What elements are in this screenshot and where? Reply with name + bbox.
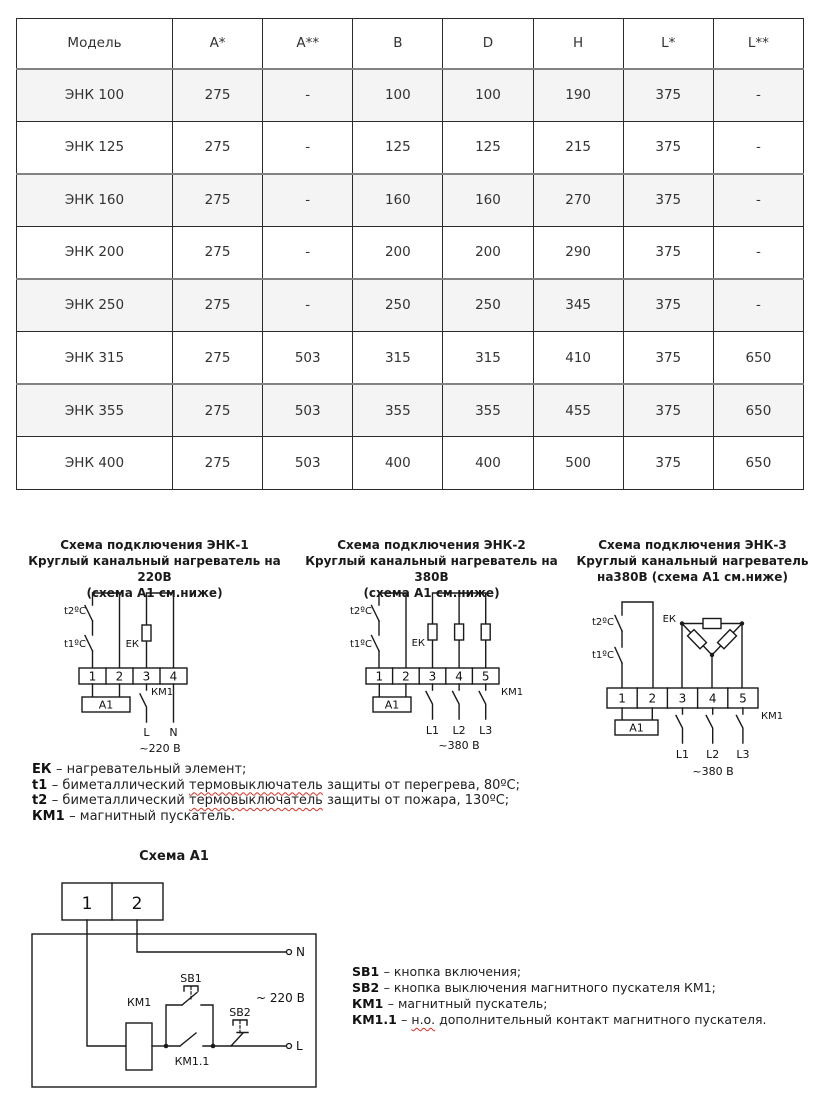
value-cell: 375 bbox=[623, 437, 713, 490]
terminal-block bbox=[366, 668, 499, 684]
value-cell: 455 bbox=[533, 384, 623, 437]
legend-term: ЕК bbox=[32, 762, 57, 777]
legend-term: t1 bbox=[32, 777, 52, 793]
heater-resistor-left bbox=[688, 630, 707, 649]
legend-text: защиты от пожара, 130ºС; bbox=[322, 793, 510, 808]
phase-l1-label: L1 bbox=[675, 748, 690, 761]
legend-text: термовыключатель bbox=[189, 777, 323, 793]
terminal-2: 2 bbox=[115, 669, 124, 684]
terminal-5: 5 bbox=[481, 669, 490, 684]
column-header: Модель bbox=[17, 19, 173, 69]
terminal-4: 4 bbox=[708, 691, 717, 706]
model-cell: ЭНК 355 bbox=[17, 384, 173, 437]
voltage-label: ~380 В bbox=[438, 739, 480, 752]
value-cell: 160 bbox=[353, 174, 443, 227]
t2-label: t2ºC bbox=[592, 617, 614, 628]
legend-text: – магнитный пускатель; bbox=[387, 996, 548, 1011]
column-header: H bbox=[533, 19, 623, 69]
legend-entry bbox=[32, 778, 520, 794]
diagram3-title-line3: на380В (схема А1 см.ниже) bbox=[597, 570, 788, 584]
value-cell: 503 bbox=[263, 437, 353, 490]
sb2-label: SB2 bbox=[229, 1006, 251, 1019]
value-cell: 503 bbox=[263, 331, 353, 384]
value-cell: - bbox=[713, 226, 803, 279]
value-cell: 275 bbox=[173, 226, 263, 279]
legend-entry bbox=[352, 980, 766, 996]
a1-label: А1 bbox=[98, 698, 114, 712]
value-cell: 125 bbox=[353, 121, 443, 174]
value-cell: - bbox=[713, 174, 803, 227]
value-cell: 160 bbox=[443, 174, 533, 227]
neutral-n-label: N bbox=[296, 945, 305, 959]
diagram2-title-line2: Круглый канальный нагреватель на 380В bbox=[305, 554, 558, 584]
value-cell: 410 bbox=[533, 331, 623, 384]
value-cell: 200 bbox=[353, 226, 443, 279]
legend-term: КМ1 bbox=[352, 996, 388, 1011]
km1-contact-label: КМ1 bbox=[761, 711, 784, 722]
value-cell: - bbox=[713, 279, 803, 332]
heater-resistor bbox=[142, 625, 151, 641]
value-cell: - bbox=[263, 69, 353, 122]
terminal-1: 1 bbox=[618, 691, 626, 706]
value-cell: 275 bbox=[173, 121, 263, 174]
value-cell: 500 bbox=[533, 437, 623, 490]
legend-text: – биметаллический bbox=[51, 793, 190, 808]
column-header: L* bbox=[623, 19, 713, 69]
value-cell: 503 bbox=[263, 384, 353, 437]
terminal-2: 2 bbox=[402, 669, 410, 684]
table-row bbox=[17, 437, 804, 490]
terminal-5: 5 bbox=[739, 691, 747, 706]
legend-term: SB1 bbox=[352, 964, 384, 979]
terminal-1: 1 bbox=[81, 894, 93, 914]
value-cell: 375 bbox=[623, 384, 713, 437]
diagram1-title-line3: (схема А1 см.ниже) bbox=[86, 586, 223, 600]
value-cell: 315 bbox=[443, 331, 533, 384]
legend-heaters bbox=[32, 762, 520, 824]
table-row bbox=[17, 69, 804, 122]
legend-text: защиты от перегрева, 80ºС; bbox=[322, 777, 521, 793]
terminal-4: 4 bbox=[169, 669, 178, 684]
sb2-button bbox=[213, 1006, 303, 1053]
legend-entry bbox=[352, 996, 766, 1012]
value-cell: 190 bbox=[533, 69, 623, 122]
voltage-label: ~ 220 В bbox=[256, 991, 305, 1005]
value-cell: 275 bbox=[173, 69, 263, 122]
dimensions-table bbox=[16, 18, 804, 490]
value-cell: 375 bbox=[623, 69, 713, 122]
terminal-3: 3 bbox=[678, 691, 687, 706]
km1-contact-label: КМ1 bbox=[151, 687, 174, 698]
column-header: A** bbox=[263, 19, 353, 69]
terminal-1: 1 bbox=[375, 669, 384, 684]
t2-label: t2ºC bbox=[64, 606, 86, 617]
heater-resistor-right bbox=[718, 630, 737, 649]
value-cell: 355 bbox=[353, 384, 443, 437]
value-cell: 355 bbox=[443, 384, 533, 437]
km11-label: КМ1.1 bbox=[174, 1055, 210, 1068]
contactor-coil bbox=[87, 920, 166, 1070]
column-header: D bbox=[443, 19, 533, 69]
value-cell: 375 bbox=[623, 174, 713, 227]
diagram3-title-line1: Схема подключения ЭНК-3 bbox=[598, 538, 787, 552]
terminal-1: 1 bbox=[88, 669, 97, 684]
terminal-3: 3 bbox=[428, 669, 437, 684]
neutral-n-label: N bbox=[169, 726, 178, 739]
legend-entry bbox=[32, 793, 520, 809]
ek-label: ЕК bbox=[125, 639, 139, 650]
table-row bbox=[17, 226, 804, 279]
a1-module bbox=[373, 684, 411, 712]
value-cell: - bbox=[713, 121, 803, 174]
value-cell: - bbox=[263, 121, 353, 174]
heater-resistor-2 bbox=[455, 624, 464, 640]
value-cell: 375 bbox=[623, 331, 713, 384]
thermostat-branch bbox=[64, 593, 119, 668]
supply-lines bbox=[426, 684, 523, 752]
diagram3-title bbox=[565, 537, 820, 585]
model-cell: ЭНК 125 bbox=[17, 121, 173, 174]
model-cell: ЭНК 200 bbox=[17, 226, 173, 279]
diagram1-title-line1: Схема подключения ЭНК-1 bbox=[60, 538, 249, 552]
table-row bbox=[17, 331, 804, 384]
value-cell: 375 bbox=[623, 121, 713, 174]
value-cell: 345 bbox=[533, 279, 623, 332]
heater-resistor-top bbox=[703, 619, 721, 629]
value-cell: 275 bbox=[173, 331, 263, 384]
legend-text: н.о. bbox=[411, 1012, 436, 1027]
supply-lines bbox=[676, 708, 783, 778]
wiring-diagram-enk1 bbox=[20, 585, 290, 765]
model-cell: ЭНК 100 bbox=[17, 69, 173, 122]
terminal-block bbox=[607, 688, 758, 708]
terminal-3: 3 bbox=[142, 669, 151, 684]
terminal-block bbox=[79, 668, 187, 684]
model-cell: ЭНК 315 bbox=[17, 331, 173, 384]
wiring-diagram-enk2 bbox=[345, 585, 575, 765]
phase-l3-label: L3 bbox=[736, 748, 750, 761]
value-cell: 650 bbox=[713, 331, 803, 384]
km1-coil-label: КМ1 bbox=[127, 996, 152, 1009]
phase-l2-label: L2 bbox=[452, 724, 466, 737]
terminal-block bbox=[62, 883, 163, 920]
terminal-2: 2 bbox=[131, 894, 143, 914]
legend-entry bbox=[352, 1012, 766, 1028]
a1-module bbox=[615, 708, 658, 735]
table-row bbox=[17, 121, 804, 174]
terminal-2: 2 bbox=[648, 691, 657, 706]
value-cell: 200 bbox=[443, 226, 533, 279]
t1-label: t1ºC bbox=[350, 639, 372, 650]
value-cell: 650 bbox=[713, 384, 803, 437]
diagram1-title-line2: Круглый канальный нагреватель на 220В bbox=[28, 554, 281, 584]
value-cell: - bbox=[263, 279, 353, 332]
value-cell: 400 bbox=[443, 437, 533, 490]
model-cell: ЭНК 250 bbox=[17, 279, 173, 332]
ek-label: ЕК bbox=[662, 614, 676, 625]
t2-label: t2ºC bbox=[350, 606, 372, 617]
legend-entry bbox=[32, 809, 520, 825]
column-header: A* bbox=[173, 19, 263, 69]
phase-l1-label: L1 bbox=[425, 724, 440, 737]
legend-entry bbox=[32, 762, 520, 778]
value-cell: 275 bbox=[173, 174, 263, 227]
a1-label: А1 bbox=[629, 721, 644, 735]
sb1-button bbox=[166, 972, 213, 1046]
value-cell: 250 bbox=[353, 279, 443, 332]
legend-text: – нагревательный элемент; bbox=[56, 762, 247, 777]
column-header: B bbox=[353, 19, 443, 69]
heater-resistor-1 bbox=[428, 624, 437, 640]
legend-entry bbox=[352, 964, 766, 980]
ek-label: ЕК bbox=[411, 638, 425, 649]
heater-branch bbox=[412, 593, 491, 668]
phase-l-label: L bbox=[296, 1039, 303, 1053]
value-cell: 215 bbox=[533, 121, 623, 174]
value-cell: - bbox=[713, 69, 803, 122]
value-cell: 275 bbox=[173, 279, 263, 332]
thermostat-branch bbox=[592, 602, 653, 688]
value-cell: 275 bbox=[173, 384, 263, 437]
phase-l2-label: L2 bbox=[706, 748, 720, 761]
value-cell: 250 bbox=[443, 279, 533, 332]
sb1-label: SB1 bbox=[180, 972, 202, 985]
value-cell: - bbox=[263, 226, 353, 279]
thermostat-branch bbox=[350, 593, 406, 668]
legend-text: – кнопка выключения магнитного пускателя КМ1; bbox=[383, 980, 716, 995]
voltage-label: ~220 В bbox=[139, 742, 181, 755]
t1-label: t1ºC bbox=[64, 639, 86, 650]
heater-branch bbox=[126, 593, 174, 668]
table-row bbox=[17, 279, 804, 332]
model-cell: ЭНК 160 bbox=[17, 174, 173, 227]
supply-lines bbox=[139, 684, 180, 755]
legend-term: SB2 bbox=[352, 980, 384, 995]
km1-contact-label: КМ1 bbox=[501, 687, 524, 698]
value-cell: 270 bbox=[533, 174, 623, 227]
legend-schema-a1 bbox=[352, 964, 766, 1028]
column-header: L** bbox=[713, 19, 803, 69]
legend-text: – bbox=[401, 1012, 412, 1027]
phase-l3-label: L3 bbox=[479, 724, 493, 737]
value-cell: 125 bbox=[443, 121, 533, 174]
wiring-diagram-enk3 bbox=[565, 595, 820, 795]
diagram2-title-line3: (схема А1 см.ниже) bbox=[363, 586, 500, 600]
model-cell: ЭНК 400 bbox=[17, 437, 173, 490]
value-cell: 650 bbox=[713, 437, 803, 490]
legend-text: – кнопка включения; bbox=[383, 964, 522, 979]
t1-label: t1ºC bbox=[592, 650, 614, 661]
legend-term: КМ1.1 bbox=[352, 1012, 402, 1027]
diagram2-title-line1: Схема подключения ЭНК-2 bbox=[337, 538, 526, 552]
legend-text: термовыключатель bbox=[189, 793, 323, 808]
schema-a1-title: Схема А1 bbox=[139, 849, 209, 864]
value-cell: 375 bbox=[623, 226, 713, 279]
value-cell: - bbox=[263, 174, 353, 227]
legend-text: дополнительный контакт магнитного пускателя. bbox=[435, 1012, 767, 1027]
legend-text: – магнитный пускатель. bbox=[69, 808, 236, 824]
table-row bbox=[17, 384, 804, 437]
schema-a1-diagram bbox=[20, 870, 320, 1098]
table-row bbox=[17, 174, 804, 227]
neutral-line bbox=[137, 920, 305, 959]
value-cell: 100 bbox=[353, 69, 443, 122]
value-cell: 100 bbox=[443, 69, 533, 122]
value-cell: 290 bbox=[533, 226, 623, 279]
a1-label: А1 bbox=[384, 698, 400, 712]
legend-term: t2 bbox=[32, 793, 52, 808]
heater-resistor-3 bbox=[481, 624, 490, 640]
value-cell: 400 bbox=[353, 437, 443, 490]
terminal-4: 4 bbox=[455, 669, 463, 684]
heater-delta bbox=[663, 614, 745, 688]
table-header-row bbox=[17, 19, 804, 69]
diagram3-title-line2: Круглый канальный нагреватель bbox=[576, 554, 809, 568]
legend-text: – биметаллический bbox=[51, 777, 190, 793]
phase-l-label: L bbox=[143, 726, 150, 739]
value-cell: 275 bbox=[173, 437, 263, 490]
a1-module bbox=[82, 684, 130, 712]
voltage-label: ~380 В bbox=[692, 765, 734, 778]
value-cell: 375 bbox=[623, 279, 713, 332]
km11-contact bbox=[164, 1033, 216, 1068]
legend-term: КМ1 bbox=[32, 808, 70, 824]
value-cell: 315 bbox=[353, 331, 443, 384]
